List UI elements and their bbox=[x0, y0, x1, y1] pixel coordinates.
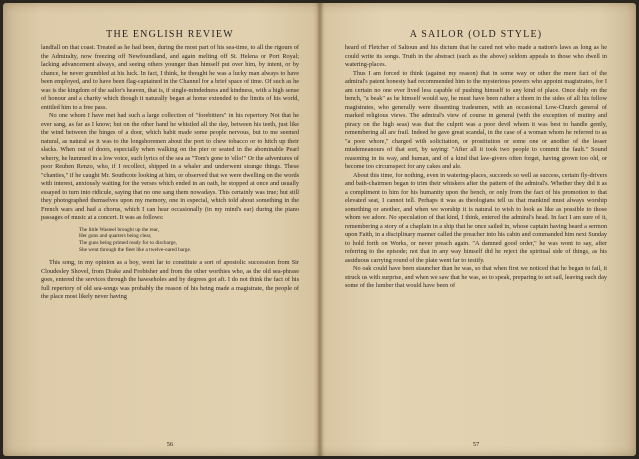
paragraph: About this time, for nothing, even in watering-places, succeeds so well as success, certain fly-drivers and bath-chairmen began to trim their whiskers after the pattern of the admiral's. Whether they did it as a compliment to him for his humanity upon the bench, or only from the fact of his promotion to that elevated seat, I cannot tell. Perhaps it was as theologians tell us that mankind must always worship something or another, and when we worship it is natural to wish to look as like as possible to those whom we adore. No speculation of that kind, I think, entered the admiral's head. In fact I am sure of it, remembering a story of a chaplain in a ship that he once sailed in, whose captain having heard a sermon upon Faith, in a disciplinary manner called the preacher into his cabin and commanded him next Sunday to hold forth on Works, or never preach again. "A damned good order," he was wont to say, after referring to the episode; not that in any way himself did he reject the spiritual side of things, as his assiduous carrying round of the plate went far to testify. bbox=[345, 171, 607, 264]
paragraph: No one whom I have met had such a large collection of "forebitters" in his repertory Not that he ever sang, as far as I know; but on the other hand he whistled all the day, between his teeth, just like the wind between the hinges of a door, which habit made some people nervous, but to me seemed natural, as natural as it was to the longshoremen about the port to chew tobacco or to hitch up their slacks. When out of doors, especially when walking on the pier or seated in the abominable Pearl wherry, he hummed in a low voice, such lyrics of the sea as "Tom's gone to 'ello!" Or the adventures of poor Reuben Renzo, who, if I recollect, shipped in a whaler and underwent strange things. These "chanties," if he caught Mr. Southcote looking at him, or observed that we were dwelling on the words with interest, anxiously waiting for the verses which ended in an oath, he stopped at once and usually essayed to turn into ridicule, saying that no one sang them nowadays. This certainly was true; but still they photographed themselves upon my memory, one in especial, which told about something in the French wars and had a chorus, which I can hear occasionally (in my mind's ear) during the piano passages of music at a concert. It was as follows: bbox=[41, 112, 299, 221]
paragraph: heard of Fletcher of Saltoun and his dictum that he cared not who made a nation's laws as long as he could write its songs. Truth in the abstract (such as the above) seldom appeals to those who dwell in watering-places. bbox=[345, 44, 607, 68]
page-number-left: 56 bbox=[166, 441, 174, 448]
verse-line: She went through the fleet like a twelve-oared barge. bbox=[79, 247, 192, 254]
paragraph: Thus I am forced to think (against my reason) that in some way or other the mere fact of the admiral's patent honesty had recommended him to the mysterious powers who appoint magistrates, for I am certain no one ever lived less capable of pushing himself to any kind of place. Once duly on the bench, "a beak" as he himself would say, he must have been rather a thorn in the sides of all his fellow magistrates, who generally were dissenting tradesmen, with an occasional Low-Church general of marked religious views. The admiral's view of course in general (with the exception of mutiny and piracy on the high seas) was that the culprit was a poor devil whom it was best to handle gently, remembering all are frail. Indeed he gave great scandal, in the case of a woman whom he referred to as "a poor whore," charged with solicitation, or prostitution or some one or another of the lesser misdemeanours of that sort, by saying: "After all it took two people to commit the fault." Sound reasoning in its way, and human, and of a kind that law-givers often forget, having grown too old, or become too circumspect for any cakes and ale. bbox=[345, 69, 607, 170]
page-number-right: 57 bbox=[472, 441, 480, 448]
verse-line: The guns being primed ready for to discharge, bbox=[79, 240, 177, 247]
running-head-right: A SAILOR (OLD STYLE) bbox=[409, 29, 543, 40]
book-spread bbox=[3, 3, 636, 456]
verse-line: The little Wasteel brought up the rear, bbox=[79, 226, 160, 233]
running-head-left: THE ENGLISH REVIEW bbox=[106, 29, 234, 40]
verse-line: Her guns and quarters being clear, bbox=[79, 233, 152, 240]
right-page bbox=[345, 29, 607, 448]
right-page-body bbox=[345, 44, 607, 291]
left-page bbox=[41, 29, 299, 448]
verse-quote bbox=[79, 227, 299, 255]
paragraph: No oak could have been stauncher than he was, so that when first we noticed that he began to fail, it struck us with surprise, and when we saw that he was, so to speak, preparing to set sail, leaving each day some of the lumber that would have been of bbox=[345, 265, 607, 289]
paragraph: landfall on that coast. Treated as he had been, during the most part of his sea-time, to all the rigours of the Admiralty, now freezing off Newfoundland, and again melting off St. Helena or Port Royal; lacking advancement always, and seeing others younger than himself put over him, by intent, or by chance, he never grumbled at his luck. In fact, I think, he thought he was a lucky man always to have been employed, and to have been flag-captained in the Channel for a brief space of time. Of such as he was is the kingdom of the sailor's heaven, that is, if single-mindedness and kindness, with a high sense of honour and a charity which though it naturally began at home extended to the limits of his world, entitled him to a free pass. bbox=[41, 44, 299, 111]
paragraph: This song, in my opinion as a boy, went far to constitute a sort of apostolic succession from Sir Cloudesley Shovel, from Drake and Frobisher and from the other worthies who, as the old sea-phrase goes, entered the services through the hawseholes and by degrees got aft. I do not think the fact of his full repertory of old sea-songs was probably the reason of his being made a magistrate, the people of the place most likely never having bbox=[41, 259, 299, 301]
left-page-body bbox=[41, 44, 299, 302]
book-gutter bbox=[317, 3, 323, 456]
